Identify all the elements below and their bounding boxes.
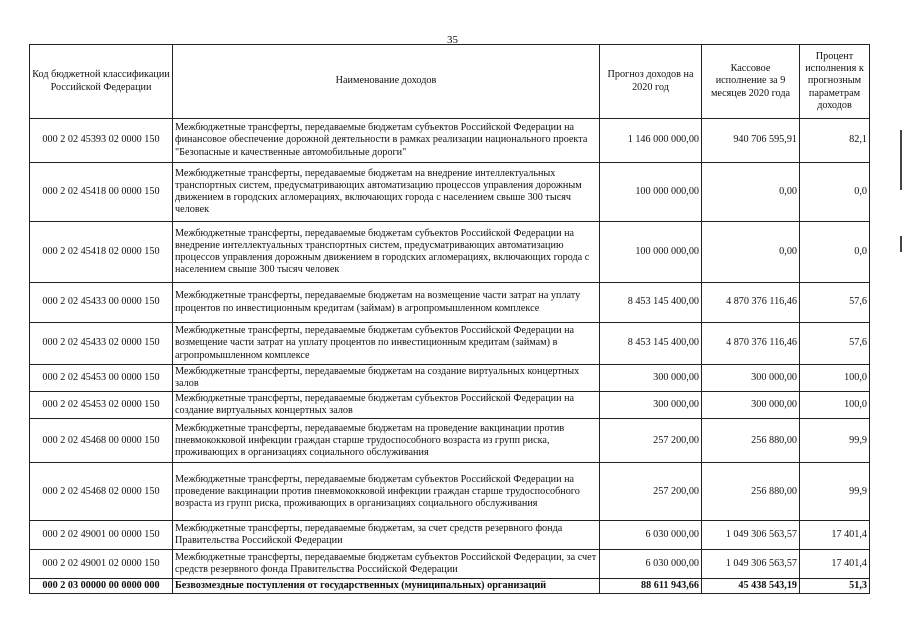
cell-name: Межбюджетные трансферты, передаваемые бюджетам субъектов Российской Федерации на возмещение части затрат на уплату процентов по инвестиционным кредитам (займам) в агропромышленном комплексе [173, 323, 600, 365]
cell-forecast: 257 200,00 [600, 463, 702, 521]
table-row [30, 419, 870, 463]
cell-name: Межбюджетные трансферты, передаваемые бюджетам, за счет средств резервного фонда Правительства Российской Федерации [173, 521, 600, 550]
table-row [30, 119, 870, 163]
cell-forecast: 300 000,00 [600, 365, 702, 392]
table-row [30, 521, 870, 550]
cell-cash: 300 000,00 [702, 392, 800, 419]
table-row [30, 550, 870, 579]
header-name: Наименование доходов [173, 45, 600, 119]
scan-edge-line [900, 130, 902, 190]
cell-code: 000 2 02 45418 00 0000 150 [30, 163, 173, 222]
total-cash: 45 438 543,19 [702, 579, 800, 594]
table-row [30, 365, 870, 392]
cell-cash: 256 880,00 [702, 463, 800, 521]
cell-forecast: 1 146 000 000,00 [600, 119, 702, 163]
cell-name: Межбюджетные трансферты, передаваемые бюджетам субъектов Российской Федерации, за счет средств резервного фонда Правительства Российской Федерации [173, 550, 600, 579]
table-header-row [30, 45, 870, 119]
cell-forecast: 100 000 000,00 [600, 163, 702, 222]
cell-percent: 17 401,4 [800, 521, 870, 550]
cell-forecast: 8 453 145 400,00 [600, 283, 702, 323]
cell-percent: 100,0 [800, 365, 870, 392]
header-cash: Кассовое исполнение за 9 месяцев 2020 года [702, 45, 800, 119]
cell-percent: 57,6 [800, 283, 870, 323]
total-name: Безвозмездные поступления от государственных (муниципальных) организаций [173, 579, 600, 594]
cell-name: Межбюджетные трансферты, передаваемые бюджетам на внедрение интеллектуальных транспортных систем, предусматривающих автоматизацию процессов управления дорожным движением в городских агломерациях, включающих города с населением свыше 300 тысяч человек [173, 163, 600, 222]
table-row [30, 323, 870, 365]
cell-name: Межбюджетные трансферты, передаваемые бюджетам субъектов Российской Федерации на создание виртуальных концертных залов [173, 392, 600, 419]
cell-code: 000 2 02 45468 02 0000 150 [30, 463, 173, 521]
cell-code: 000 2 02 49001 02 0000 150 [30, 550, 173, 579]
total-forecast: 88 611 943,66 [600, 579, 702, 594]
scan-edge-line [900, 236, 902, 252]
cell-cash: 4 870 376 116,46 [702, 323, 800, 365]
cell-cash: 0,00 [702, 222, 800, 283]
header-percent: Процент исполнения к прогнозным параметрам доходов [800, 45, 870, 119]
cell-forecast: 8 453 145 400,00 [600, 323, 702, 365]
cell-code: 000 2 02 45418 02 0000 150 [30, 222, 173, 283]
table-row [30, 463, 870, 521]
cell-percent: 100,0 [800, 392, 870, 419]
cell-cash: 256 880,00 [702, 419, 800, 463]
cell-cash: 300 000,00 [702, 365, 800, 392]
cell-cash: 1 049 306 563,57 [702, 550, 800, 579]
cell-name: Межбюджетные трансферты, передаваемые бюджетам субъектов Российской Федерации на проведение вакцинации против пневмококковой инфекции граждан старше трудоспособного возраста из групп риска, проживающих в организациях социального обслуживания [173, 463, 600, 521]
cell-percent: 57,6 [800, 323, 870, 365]
cell-percent: 17 401,4 [800, 550, 870, 579]
cell-forecast: 6 030 000,00 [600, 521, 702, 550]
cell-cash: 1 049 306 563,57 [702, 521, 800, 550]
cell-name: Межбюджетные трансферты, передаваемые бюджетам субъектов Российской Федерации на финансовое обеспечение дорожной деятельности в рамках реализации национального проекта "Безопасные и качественные автомобильные дороги" [173, 119, 600, 163]
cell-code: 000 2 02 45433 02 0000 150 [30, 323, 173, 365]
table-row [30, 392, 870, 419]
cell-cash: 4 870 376 116,46 [702, 283, 800, 323]
cell-forecast: 257 200,00 [600, 419, 702, 463]
revenue-table [29, 44, 870, 594]
page-number: 35 [447, 34, 458, 46]
cell-percent: 99,9 [800, 463, 870, 521]
header-code: Код бюджетной классификации Российской Федерации [30, 45, 173, 119]
cell-code: 000 2 02 45393 02 0000 150 [30, 119, 173, 163]
cell-cash: 0,00 [702, 163, 800, 222]
total-row [30, 579, 870, 594]
cell-code: 000 2 02 45433 00 0000 150 [30, 283, 173, 323]
cell-code: 000 2 02 45453 00 0000 150 [30, 365, 173, 392]
table-row [30, 222, 870, 283]
cell-forecast: 6 030 000,00 [600, 550, 702, 579]
cell-forecast: 100 000 000,00 [600, 222, 702, 283]
cell-percent: 0,0 [800, 163, 870, 222]
header-forecast: Прогноз доходов на 2020 год [600, 45, 702, 119]
cell-cash: 940 706 595,91 [702, 119, 800, 163]
table-row [30, 163, 870, 222]
total-percent: 51,3 [800, 579, 870, 594]
total-code: 000 2 03 00000 00 0000 000 [30, 579, 173, 594]
cell-name: Межбюджетные трансферты, передаваемые бюджетам субъектов Российской Федерации на внедрение интеллектуальных транспортных систем, предусматривающих автоматизацию процессов управления дорожным движением в городских агломерациях, включающих города с населением свыше 300 тысяч человек [173, 222, 600, 283]
cell-code: 000 2 02 45468 00 0000 150 [30, 419, 173, 463]
cell-code: 000 2 02 45453 02 0000 150 [30, 392, 173, 419]
table-row [30, 283, 870, 323]
cell-percent: 0,0 [800, 222, 870, 283]
cell-name: Межбюджетные трансферты, передаваемые бюджетам на возмещение части затрат на уплату процентов по инвестиционным кредитам (займам) в агропромышленном комплексе [173, 283, 600, 323]
cell-percent: 82,1 [800, 119, 870, 163]
cell-code: 000 2 02 49001 00 0000 150 [30, 521, 173, 550]
cell-forecast: 300 000,00 [600, 392, 702, 419]
cell-percent: 99,9 [800, 419, 870, 463]
cell-name: Межбюджетные трансферты, передаваемые бюджетам на проведение вакцинации против пневмококковой инфекции граждан старше трудоспособного возраста из групп риска, проживающих в организациях социального обслуживания [173, 419, 600, 463]
cell-name: Межбюджетные трансферты, передаваемые бюджетам на создание виртуальных концертных залов [173, 365, 600, 392]
